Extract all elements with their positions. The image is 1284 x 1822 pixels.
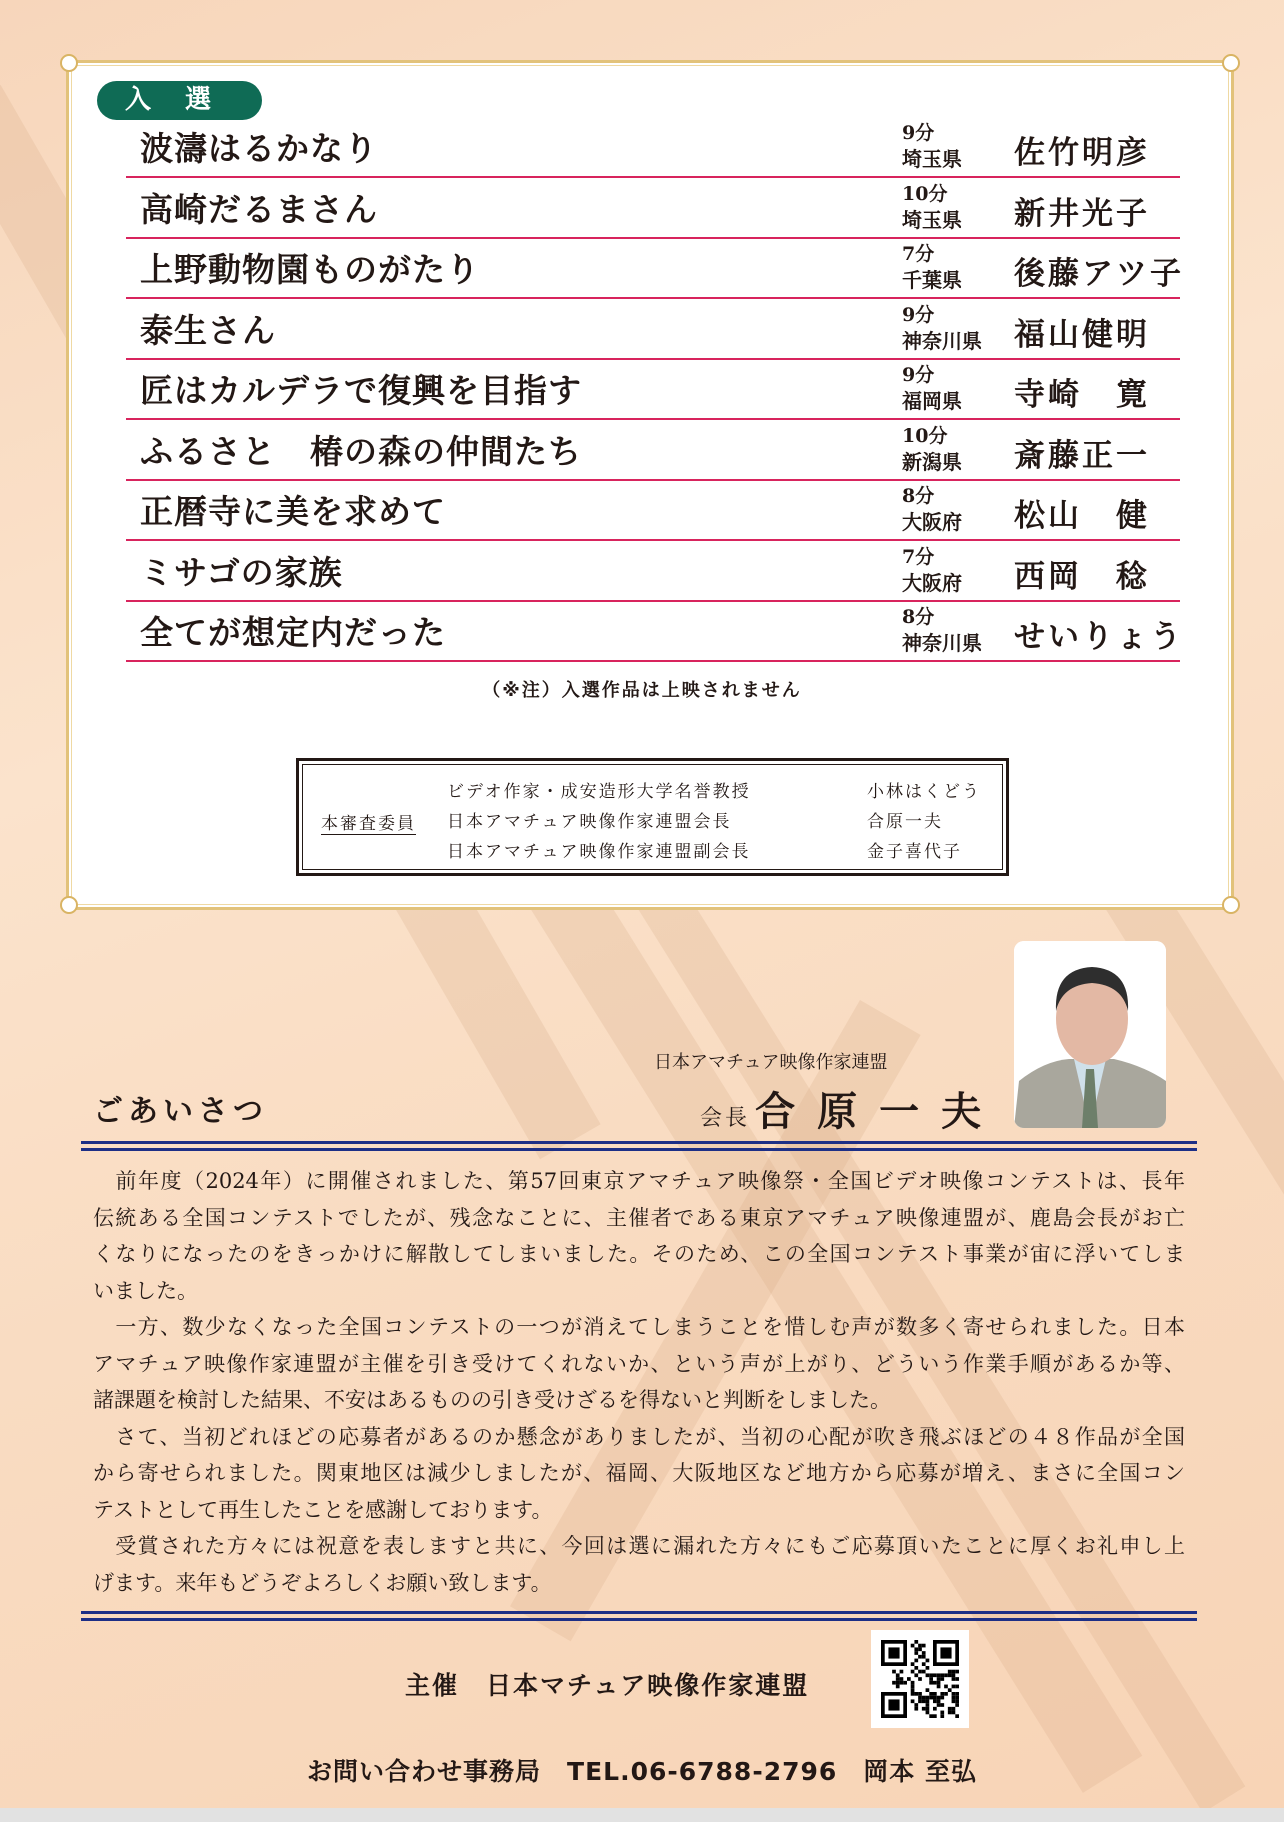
entry-row [126, 481, 1180, 541]
body-line: 前年度（2024年）に開催されました、第57回東京アマチュア映像祭・全国ビデオ映像コンテストは、長年 [93, 1169, 1185, 1193]
president-name: 合原一夫 [755, 1088, 1004, 1135]
judge-name: 金子喜代子 [867, 842, 962, 862]
entry-row [126, 239, 1184, 299]
entry-title: 正暦寺に美を求めて [140, 492, 446, 531]
entry-duration: 9分 [902, 303, 935, 326]
judge-name: 小林はくどう [867, 782, 981, 802]
entry-row [126, 300, 1180, 360]
greeting-body [93, 1163, 1185, 1601]
entry-title: 全てが想定内だった [140, 613, 446, 652]
entry-title: 泰生さん [140, 310, 276, 350]
body-line: 伝統ある全国コンテストでしたが、残念なことに、主催者である東京アマチュア映像連盟が、鹿島会長がお亡 [93, 1205, 1185, 1230]
entry-author: 西岡 稔 [1014, 558, 1150, 595]
entry-duration: 8分 [902, 485, 935, 507]
section-badge: 入選 [97, 81, 262, 120]
greeting-heading: ごあいさつ [93, 1094, 268, 1129]
judge-name: 合原一夫 [867, 812, 943, 832]
judge-role: 日本アマチュア映像作家連盟会長 [447, 812, 732, 832]
entry-author: せいりょう [1014, 619, 1184, 655]
entry-duration: 10分 [902, 182, 948, 205]
entry-prefecture: 大阪府 [902, 510, 962, 534]
entry-author: 寺崎 寛 [1014, 377, 1150, 413]
entry-duration: 9分 [902, 364, 935, 386]
president-photo [1014, 941, 1166, 1128]
entry-prefecture: 千葉県 [902, 268, 962, 292]
organizer: 主催 日本マチュア映像作家連盟 [405, 1671, 810, 1700]
entry-prefecture: 新潟県 [902, 449, 962, 474]
judge-role: 日本アマチュア映像作家連盟副会長 [447, 842, 751, 862]
entry-prefecture: 神奈川県 [902, 328, 982, 353]
body-line: くなりになったのをきっかけに解散してしまいました。そのため、この全国コンテスト事業が宙に浮いてしま [93, 1242, 1185, 1266]
president-role: 会長 [700, 1106, 751, 1131]
entry-title: 波濤はるかなり [140, 129, 378, 168]
entry-prefecture: 埼玉県 [902, 147, 962, 171]
body-line: アマチュア映像作家連盟が主催を引き受けてくれないか、という声が上がり、どういう作業手順があるか等、 [93, 1351, 1185, 1376]
body-line: 諸課題を検討した結果、不安はあるものの引き受けざるを得ないと判断をしました。 [93, 1388, 891, 1412]
entry-duration: 9分 [902, 122, 935, 144]
entry-duration: 10分 [902, 424, 948, 447]
body-line: 一方、数少なくなった全国コンテストの一つが消えてしまうことを惜しむ声が数多く寄せられました。日本 [93, 1315, 1185, 1339]
body-line: いました。 [93, 1278, 198, 1303]
entry-duration: 8分 [902, 606, 935, 628]
entry-title: ふるさと 椿の森の仲間たち [140, 431, 582, 471]
entry-prefecture: 埼玉県 [902, 207, 962, 232]
body-line: テストとして再生したことを感謝しております。 [93, 1497, 553, 1522]
body-line: 受賞された方々には祝意を表しますと共に、今回は選に漏れた方々にもご応募頂いたことに厚くお礼申し上 [93, 1534, 1185, 1558]
entry-title: 高崎だるまさん [140, 189, 378, 229]
entry-duration: 7分 [902, 545, 935, 568]
entry-row [126, 421, 1180, 481]
entry-row [126, 118, 1180, 178]
entry-author: 新井光子 [1014, 195, 1150, 232]
entry-duration: 7分 [902, 243, 935, 265]
double-rule [81, 1611, 1197, 1621]
entry-author: 斎藤正一 [1014, 437, 1150, 474]
body-line: から寄せられました。関東地区は減少しましたが、福岡、大阪地区など地方から応募が増え、まさに全国コン [93, 1461, 1185, 1485]
judges-label: 本審査委員 [321, 809, 416, 835]
entry-row [126, 360, 1180, 420]
frame-ornament [1222, 896, 1240, 914]
entry-title: 上野動物園ものがたり [140, 250, 480, 289]
judges-box [296, 758, 1009, 876]
entry-author: 佐竹明彦 [1014, 135, 1150, 171]
contact-info: お問い合わせ事務局 TEL.06-6788-2796 岡本 至弘 [307, 1757, 977, 1786]
frame-ornament [60, 54, 78, 72]
organization-name: 日本アマチュア映像作家連盟 [654, 1052, 888, 1073]
entry-author: 福山健明 [1014, 316, 1150, 353]
frame-ornament [1222, 54, 1240, 72]
body-line: さて、当初どれほどの応募者があるのか懸念がありましたが、当初の心配が吹き飛ぶほどの４８作品が全国 [93, 1424, 1185, 1449]
frame-ornament [60, 896, 78, 914]
entry-author: 後藤アツ子 [1014, 256, 1184, 292]
entry-row [126, 179, 1180, 239]
screening-note: （※注）入選作品は上映されません [482, 680, 802, 701]
entry-title: 匠はカルデラで復興を目指す [140, 371, 582, 410]
entry-row [126, 542, 1180, 602]
qr-code[interactable] [871, 1630, 969, 1728]
entry-title: ミサゴの家族 [140, 552, 343, 592]
entry-prefecture: 福岡県 [902, 389, 962, 413]
entry-author: 松山 健 [1014, 498, 1150, 534]
president-signature [700, 1080, 1003, 1137]
judge-role: ビデオ作家・成安造形大学名誉教授 [447, 782, 751, 802]
entry-prefecture: 大阪府 [902, 570, 962, 595]
double-rule [81, 1141, 1197, 1151]
body-line: げます。来年もどうぞよろしくお願い致します。 [93, 1570, 552, 1595]
entry-prefecture: 神奈川県 [902, 631, 982, 655]
entry-row [126, 602, 1184, 662]
